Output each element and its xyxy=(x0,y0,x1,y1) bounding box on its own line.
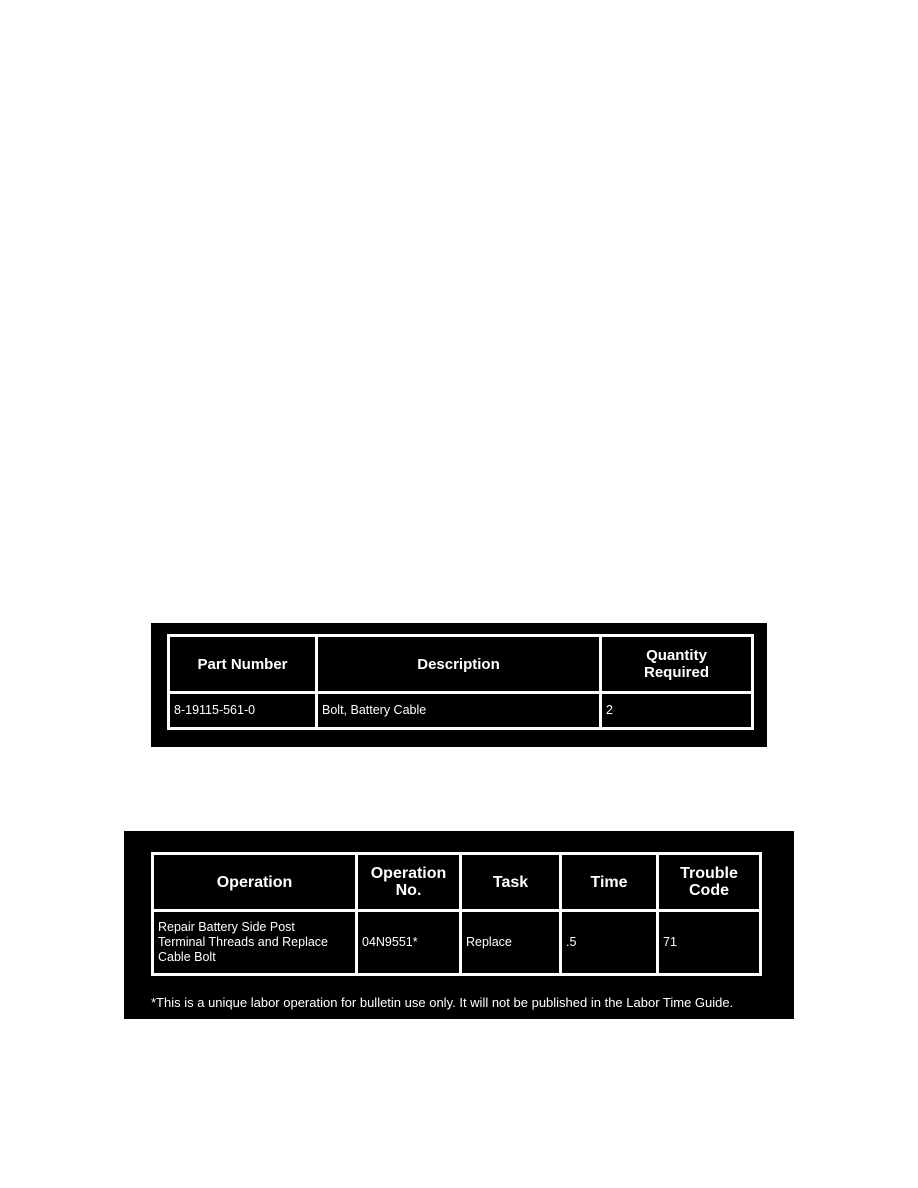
parts-table-panel xyxy=(151,623,767,747)
header-quantity-required xyxy=(601,636,753,693)
header-operation-no xyxy=(357,854,461,911)
cell-task: Replace xyxy=(461,911,561,975)
header-description: Description xyxy=(317,636,601,693)
cell-trouble-code: 71 xyxy=(658,911,761,975)
labor-table xyxy=(151,852,762,976)
parts-table-header-row xyxy=(169,636,753,693)
cell-description: Bolt, Battery Cable xyxy=(317,693,601,729)
cell-operation-line3: Cable Bolt xyxy=(158,950,216,964)
labor-table-panel xyxy=(124,831,794,1019)
header-operation: Operation xyxy=(153,854,357,911)
labor-footnote: *This is a unique labor operation for bulletin use only. It will not be published in the Labor Time Guide. xyxy=(151,995,734,1010)
parts-table xyxy=(167,634,754,730)
labor-table-header-row xyxy=(153,854,761,911)
header-time: Time xyxy=(561,854,658,911)
table-row xyxy=(169,693,753,729)
header-operation-no-line1: Operation xyxy=(370,865,447,882)
header-operation-no-line2: No. xyxy=(395,882,422,899)
cell-operation xyxy=(153,911,357,975)
header-part-number: Part Number xyxy=(169,636,317,693)
cell-operation-no: 04N9551* xyxy=(357,911,461,975)
header-quantity-line1: Quantity xyxy=(646,647,707,664)
header-trouble-code xyxy=(658,854,761,911)
cell-operation-line2: Terminal Threads and Replace xyxy=(158,935,329,949)
header-task: Task xyxy=(461,854,561,911)
cell-part-number: 8-19115-561-0 xyxy=(169,693,317,729)
cell-time: .5 xyxy=(561,911,658,975)
header-trouble-code-line2: Code xyxy=(689,882,729,899)
cell-quantity: 2 xyxy=(601,693,753,729)
header-trouble-code-line1: Trouble xyxy=(680,865,738,882)
header-quantity-line2: Required xyxy=(643,664,709,681)
table-row xyxy=(153,911,761,975)
cell-operation-line1: Repair Battery Side Post xyxy=(158,920,295,934)
